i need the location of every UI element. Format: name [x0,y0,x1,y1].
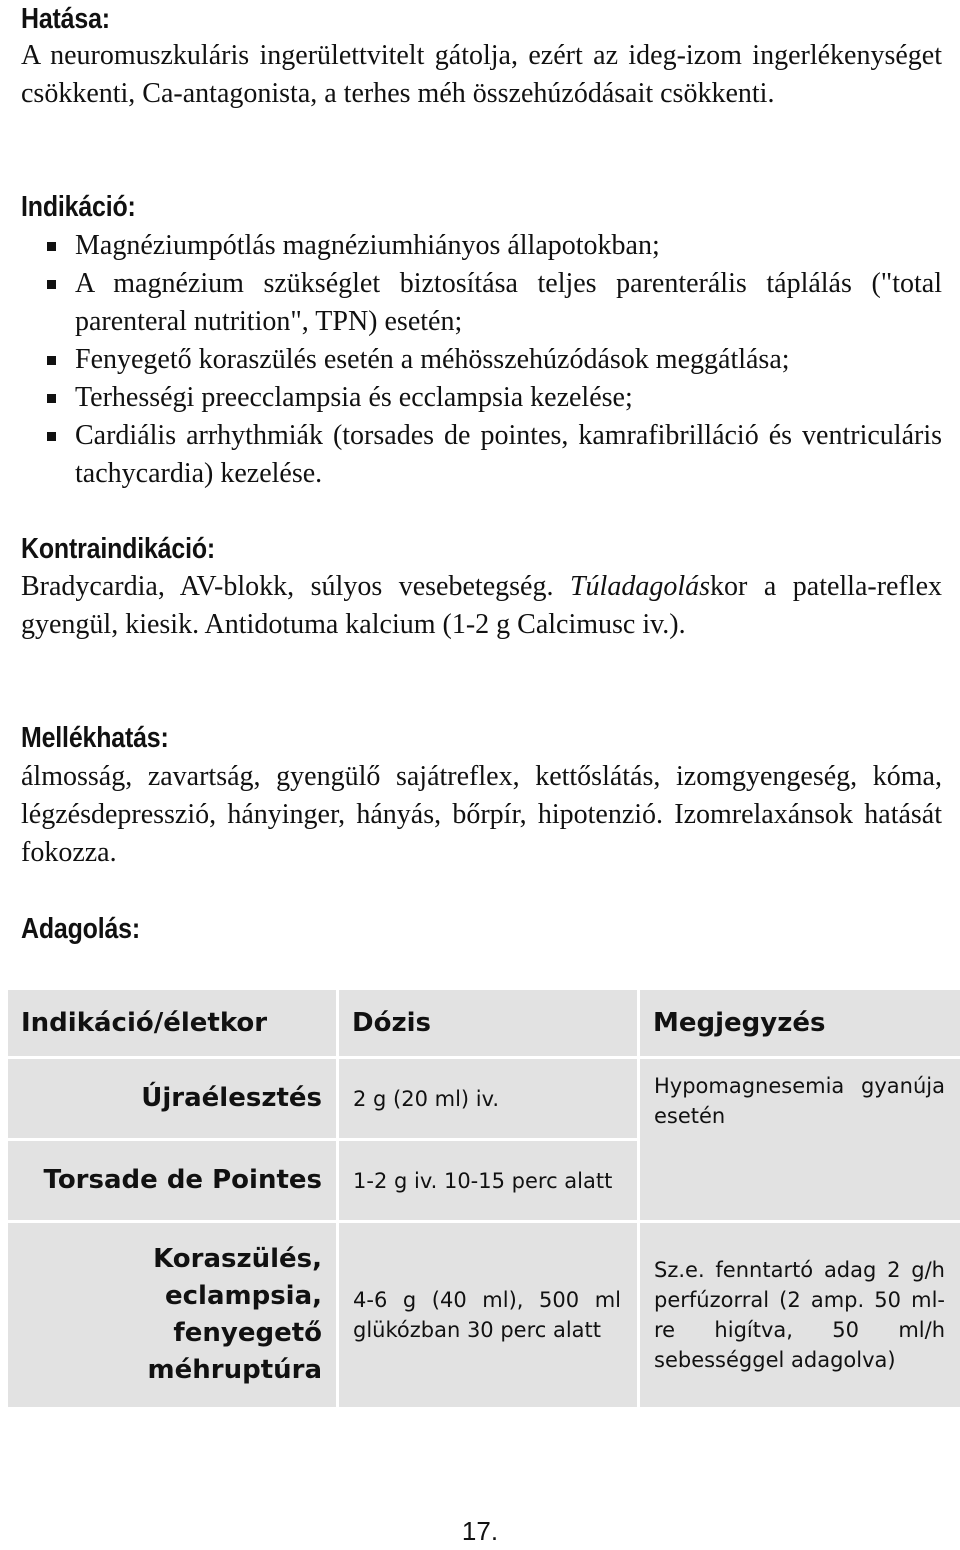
section-heading-hatasa: Hatása: [21,3,110,35]
kontraindikacio-text-start: Bradycardia, AV-blokk, súlyos vesebetegség. [21,571,570,602]
cell-note: Hypomagnesemia gyanúja esetén [640,1059,960,1220]
list-item-text: A magnézium szükséglet biztosítása teljes parenterális táplálás ("total parenteral nutrition", TPN) esetén; [75,268,942,337]
dosage-table [5,987,960,1410]
section-heading-indikacio: Indikáció: [21,191,136,223]
list-item [21,379,942,417]
list-item-text: Fenyegető koraszülés esetén a méhösszehúzódások meggátlása; [75,344,790,375]
square-bullet-icon [47,242,56,251]
list-item-text: Cardiális arrhythmiák (torsades de pointes, kamrafibrilláció és ventriculáris tachycardia) kezelése. [75,420,942,489]
hatasa-text: A neuromuszkuláris ingerülettvitelt gátolja, ezért az ideg-izom ingerlékenységet csökkenti, Ca-antagonista, a terhes méh összehúzódásait csökkenti. [21,40,942,109]
kontraindikacio-text [21,568,942,644]
square-bullet-icon [47,280,56,289]
cell-indication: Újraélesztés [8,1059,336,1138]
mellekhatas-text: álmosság, zavartság, gyengülő sajátreflex, kettőslátás, izomgyengeség, kóma, légzésdepresszió, hányinger, hányás, bőrpír, hipotenzió. Izomrelaxánsok hatását fokozza. [21,761,942,868]
section-heading-adagolas: Adagolás: [21,913,141,945]
square-bullet-icon [47,432,56,441]
table-header-row [8,990,960,1056]
cell-indication: Koraszülés, eclampsia, fenyegető méhruptúra [8,1223,336,1407]
list-item-text: Magnéziumpótlás magnéziumhiányos állapotokban; [75,230,660,261]
square-bullet-icon [47,394,56,403]
table-row [8,1059,960,1138]
table-row [8,1223,960,1407]
indikacio-list [21,227,942,493]
cell-dose: 2 g (20 ml) iv. [339,1059,637,1138]
cell-dose: 4-6 g (40 ml), 500 ml glükózban 30 perc alatt [339,1223,637,1407]
square-bullet-icon [47,356,56,365]
kontraindikacio-italic-term: Túladagolás [569,571,710,602]
section-heading-kontraindikacio: Kontraindikáció: [21,533,216,565]
page-number: 17. [461,1516,499,1546]
column-header-indication: Indikáció/életkor [8,990,336,1056]
list-item [21,341,942,379]
section-heading-mellekhatas: Mellékhatás: [21,722,169,754]
column-header-dose: Dózis [339,990,637,1056]
list-item-text: Terhességi preecclampsia és ecclampsia kezelése; [75,382,633,413]
list-item [21,265,942,341]
list-item [21,227,942,265]
list-item [21,417,942,493]
kontraindikacio-text-end: kor a patella-reflex gyengül, kiesik. Antidotuma kalcium (1-2 g Calcimusc iv.). [21,571,943,640]
cell-indication: Torsade de Pointes [8,1141,336,1220]
cell-dose: 1-2 g iv. 10-15 perc alatt [339,1141,637,1220]
cell-note: Sz.e. fenntartó adag 2 g/h perfúzorral (2 amp. 50 ml-re higítva, 50 ml/h sebességgel adagolva) [640,1223,960,1407]
column-header-note: Megjegyzés [640,990,960,1056]
